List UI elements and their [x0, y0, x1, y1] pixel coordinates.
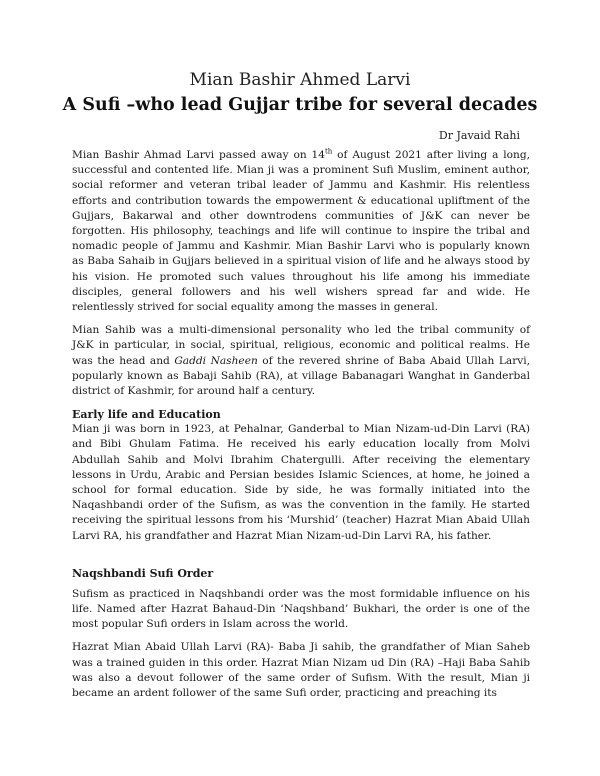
article-body — [72, 148, 530, 709]
early-life-paragraph: Mian ji was born in 1923, at Pehalnar, Ganderbal to Mian Nizam-ud-Din Larvi (RA) and Bibi Ghulam Fatima. He received his early education locally from Molvi Abdullah Sahib and Molvi Ibrahim Chatergulli. After receiving the elementary lessons in Urdu, Arabic and Persian besides Islamic Sciences, at home, he joined a school for formal education. Side by side, he was formally initiated into the Naqashbandi order of the Sufism, as was the convention in the family. He started receiving the spiritual lessons from his ‘Murshid’ (teacher) Hazrat Mian Abaid Ullah Larvi RA, his grandfather and Hazrat Mian Nizam-ud-Din Larvi RA, his father. — [72, 423, 530, 542]
early-life-heading: Early life and Education — [72, 408, 221, 422]
intro-paragraph — [72, 148, 530, 315]
personality-text-a: Mian Sahib was a multi-dimensional personality who led the tribal community of J&K in particular, in social, spiritual, religious, economic and political realms. He was the head and — [72, 324, 530, 367]
article-subtitle: A Sufi –who lead Gujjar tribe for several decades — [62, 95, 538, 115]
gaddi-nasheen-term: Gaddi Nasheen — [174, 354, 258, 367]
personality-paragraph — [72, 323, 530, 399]
author-name: Dr Javaid Rahi — [438, 129, 520, 142]
naqshbandi-paragraph-1: Sufism as practiced in Naqshbandi order was the most formidable influence on his life. Named after Hazrat Bahaud-Din ‘Naqshband’ Bukhari, the order is one of the most popular Sufi orders in Islam across the world. — [72, 587, 530, 631]
ordinal-suffix: th — [324, 147, 333, 156]
naqshbandi-heading: Naqshbandi Sufi Order — [72, 566, 214, 580]
personality-text-b: of the revered shrine of Baba Abaid Ullah Larvi, popularly known as Babaji Sahib (RA), at village Babanagari Wanghat in Ganderbal district of Kashmir, for around half a century. — [72, 354, 530, 398]
intro-text-a: Mian Bashir Ahmad Larvi passed away on 14 — [72, 149, 325, 161]
intro-text-b: of August 2021 after living a long, successful and contented life. Mian ji was a prominent Sufi Muslim, eminent author, social reformer and veteran tribal leader of Jammu and Kashmir. His relentless efforts and contribution towards the empowerment & educational upliftment of the Gujjars, Bakarwal and other downtrodens communities of J&K can never be forgotten. His philosophy, teachings and life will continue to inspire the tribal and nomadic people of Jammu and Kashmir. Mian Bashir Larvi who is popularly known as Baba Sahaib in Gujjars believed in a spiritual vision of life and he always stood by his vision. He promoted such values throughout his life among his immediate disciples, general followers and his well wishers spread far and wide. He relentlessly strived for social equality among the masses in general. — [72, 149, 530, 314]
article-title: Mian Bashir Ahmed Larvi — [189, 70, 411, 90]
naqshbandi-paragraph-2: Hazrat Mian Abaid Ullah Larvi (RA)- Baba Ji sahib, the grandfather of Mian Saheb was a trained guiden in this order. Hazrat Mian Nizam ud Din (RA) –Haji Baba Sahib was also a devout follower of the same order of Sufism. With the result, Mian ji became an ardent follower of the same Sufi order, practicing and preaching its — [72, 641, 530, 700]
